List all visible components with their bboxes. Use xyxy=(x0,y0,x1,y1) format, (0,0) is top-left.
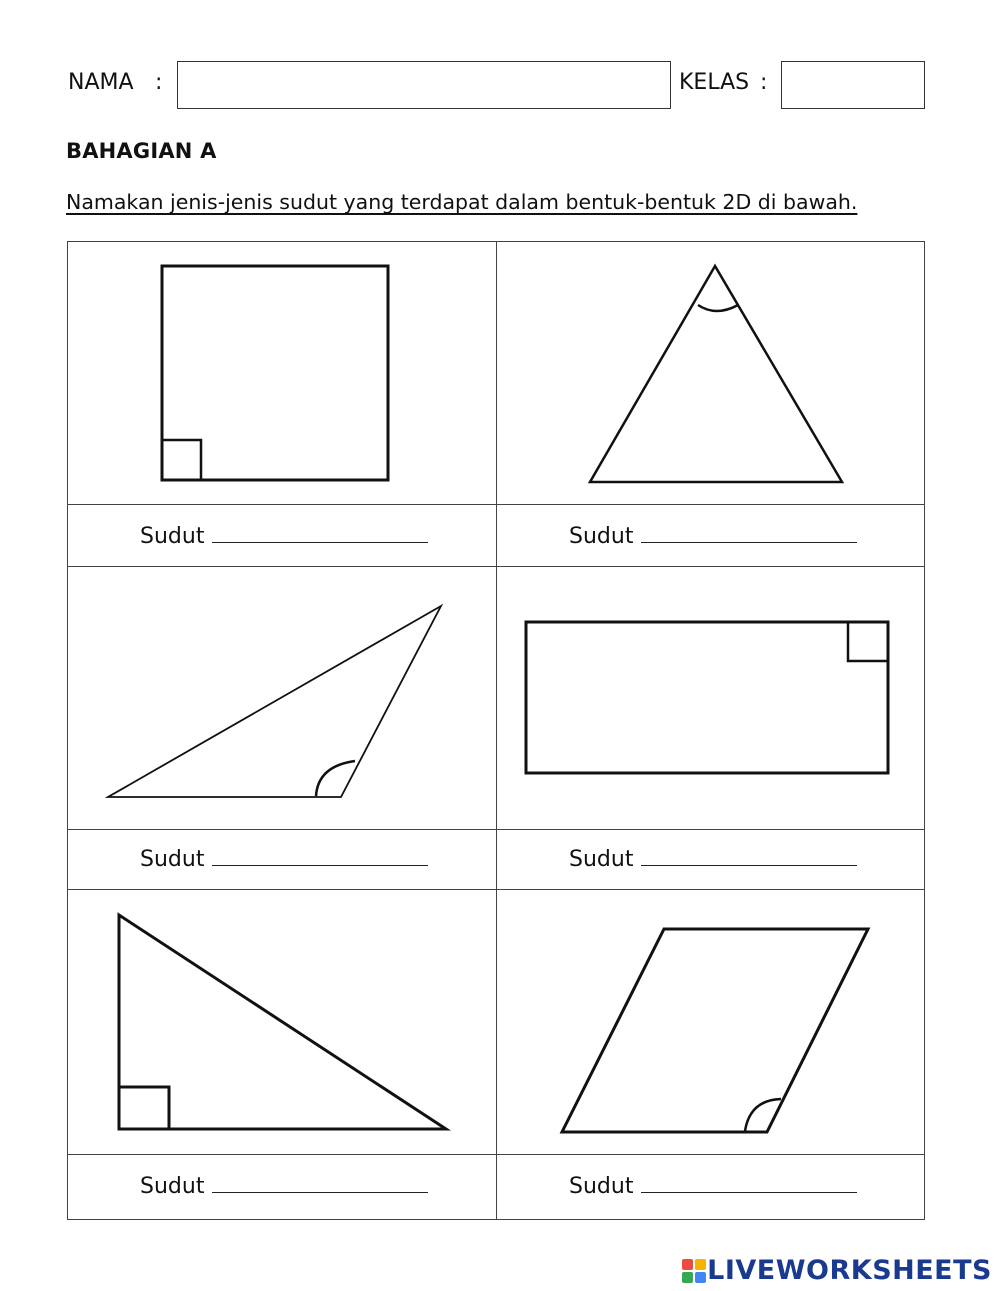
answer-blank[interactable] xyxy=(212,1174,428,1193)
answer-line xyxy=(569,524,857,548)
answer-blank[interactable] xyxy=(641,847,857,866)
instruction-text: Namakan jenis-jenis sudut yang terdapat dalam bentuk-bentuk 2D di bawah. xyxy=(66,190,858,214)
right-triangle-icon xyxy=(119,915,446,1129)
answer-blank[interactable] xyxy=(641,1174,857,1193)
class-colon: : xyxy=(760,70,768,95)
answer-blank[interactable] xyxy=(212,847,428,866)
name-colon: : xyxy=(155,70,163,95)
brand-name: LIVEWORKSHEETS xyxy=(707,1255,992,1286)
answer-label: Sudut xyxy=(140,524,205,549)
triangle-obtuse-angle-icon xyxy=(108,606,441,797)
rectangle-right-angle-icon xyxy=(526,622,888,773)
answer-line xyxy=(140,847,428,871)
answer-label: Sudut xyxy=(140,847,205,872)
answer-line xyxy=(569,847,857,871)
answer-blank[interactable] xyxy=(641,524,857,543)
answer-line xyxy=(140,524,428,548)
section-title: BAHAGIAN A xyxy=(66,139,217,163)
answer-label: Sudut xyxy=(140,1174,205,1199)
answer-blank[interactable] xyxy=(212,524,428,543)
name-label: NAMA xyxy=(68,70,134,95)
answer-line xyxy=(569,1174,857,1198)
liveworksheets-logo-icon xyxy=(681,1258,707,1284)
answer-label: Sudut xyxy=(569,1174,634,1199)
answer-label: Sudut xyxy=(569,524,634,549)
class-label: KELAS xyxy=(679,70,750,95)
liveworksheets-logo[interactable] xyxy=(681,1255,992,1286)
answer-line xyxy=(140,1174,428,1198)
square-right-angle-icon xyxy=(162,266,388,480)
answer-label: Sudut xyxy=(569,847,634,872)
parallelogram-obtuse-angle-icon xyxy=(562,929,868,1132)
triangle-acute-angle-icon xyxy=(590,266,842,482)
